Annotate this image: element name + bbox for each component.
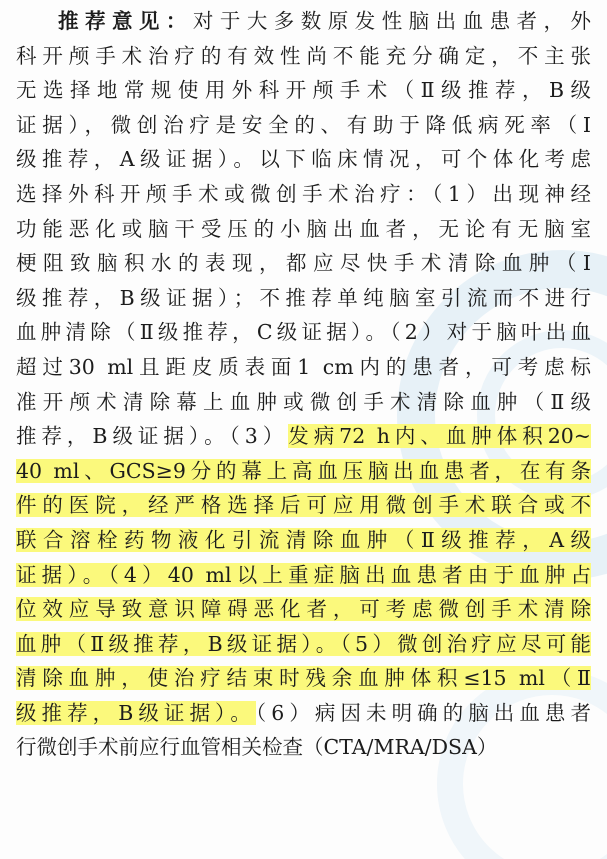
text-line: 级推荐，B级证据）。（6）病因未明确的脑出血患者 xyxy=(16,700,591,725)
highlighted-text: 血肿（Ⅱ级推荐，B级证据）。（5）微创治疗应尽可能 xyxy=(16,631,591,656)
text-line: 证据），微创治疗是安全的、有助于降低病死率（Ⅰ xyxy=(16,112,591,137)
highlighted-text: 清除血肿，使治疗结束时残余血肿体积≤15 ml（Ⅱ xyxy=(16,666,591,691)
text-line xyxy=(16,488,591,523)
text-line xyxy=(16,627,591,662)
text-line: 级推荐，A级证据）。以下临床情况，可个体化考虑 xyxy=(16,147,591,172)
highlighted-text: 发病72 h内、血肿体积20~ xyxy=(288,424,591,449)
text-line xyxy=(16,661,591,696)
highlighted-text: 级推荐，B级证据）。 xyxy=(16,700,256,725)
text-line: 准开颅术清除幕上血肿或微创手术清除血肿（Ⅱ级 xyxy=(16,389,591,414)
text-line: 级推荐，B级证据）；不推荐单纯脑室引流而不进行 xyxy=(16,285,591,310)
recommendation-heading: 推荐意见： xyxy=(58,9,193,33)
text-line: 推荐，B级证据）。（3）发病72 h内、血肿体积20~ xyxy=(16,424,591,449)
text-line: 超过30 ml且距皮质表面1 cm内的患者，可考虑标 xyxy=(16,354,591,379)
text-line: 梗阻致脑积水的表现，都应尽快手术清除血肿（Ⅰ xyxy=(16,251,591,276)
highlighted-text: 件的医院，经严格选择后可应用微创手术联合或不 xyxy=(16,493,591,518)
text-line: 血肿清除（Ⅱ级推荐，C级证据）。（2）对于脑叶出血 xyxy=(16,320,591,345)
text-line xyxy=(16,558,591,593)
text-line xyxy=(16,592,591,627)
recommendation-paragraph xyxy=(16,4,591,765)
highlighted-text: 40 ml、GCS≥9分的幕上高血压脑出血患者，在有条 xyxy=(16,458,591,483)
highlighted-text: 证据）。（4）40 ml以上重症脑出血患者由于血肿占 xyxy=(16,562,591,587)
highlighted-text: 联合溶栓药物液化引流清除血肿（Ⅱ级推荐，A级 xyxy=(16,527,591,552)
text-line xyxy=(16,523,591,558)
highlighted-text: 位效应导致意识障碍恶化者，可考虑微创手术清除 xyxy=(16,597,591,622)
text-line: 功能恶化或脑干受压的小脑出血者，无论有无脑室 xyxy=(16,216,591,241)
text-line: 推荐意见：对于大多数原发性脑出血患者，外 xyxy=(58,9,592,33)
text-line: 科开颅手术治疗的有效性尚不能充分确定，不主张 xyxy=(16,43,591,68)
text-line: 选择外科开颅手术或微创手术治疗：（1）出现神经 xyxy=(16,181,591,206)
text-line xyxy=(16,454,591,489)
text-line: 无选择地常规使用外科开颅手术（Ⅱ级推荐，B级 xyxy=(16,78,591,103)
text-line: 行微创手术前应行血管相关检查（CTA/MRA/DSA） xyxy=(16,735,498,760)
